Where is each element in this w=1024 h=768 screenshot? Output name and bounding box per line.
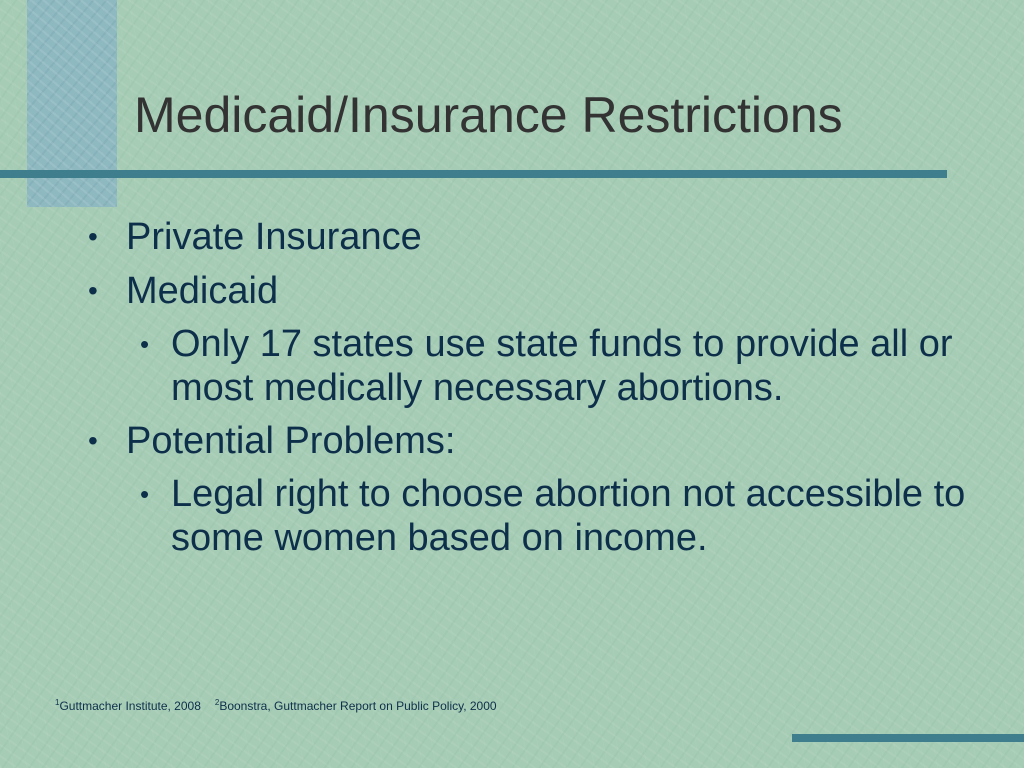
bullet-dot-icon: • xyxy=(88,425,98,456)
bullet-text: Medicaid xyxy=(126,270,279,312)
sub-bullet-item xyxy=(140,472,968,560)
footnote-text: Guttmacher Institute, 2008 xyxy=(59,699,201,713)
bullet-dot-icon: • xyxy=(140,479,150,509)
bullet-dot-icon: • xyxy=(88,275,98,306)
bullet-text: Potential Problems: xyxy=(126,420,456,462)
footnote-marker: 2 xyxy=(214,698,220,707)
bullet-dot-icon: • xyxy=(88,221,98,252)
footnote-text: Boonstra, Guttmacher Report on Public Policy, 2000 xyxy=(219,699,497,713)
bullet-list xyxy=(88,214,968,568)
title-rule xyxy=(0,170,947,178)
footnote xyxy=(55,698,497,713)
footnote-marker: 1 xyxy=(55,698,60,707)
bottom-rule xyxy=(792,734,1024,742)
sub-bullet-item xyxy=(140,322,968,410)
bullet-text: Legal right to choose abortion not accessible to some women based on income. xyxy=(171,473,966,559)
bullet-text: Only 17 states use state funds to provide all or most medically necessary abortions. xyxy=(171,323,953,409)
bullet-dot-icon: • xyxy=(140,329,150,359)
bullet-item xyxy=(88,268,968,314)
bullet-text: Private Insurance xyxy=(126,216,422,258)
slide-title: Medicaid/Insurance Restrictions xyxy=(134,87,843,143)
bullet-item xyxy=(88,418,968,464)
bullet-item xyxy=(88,214,968,260)
